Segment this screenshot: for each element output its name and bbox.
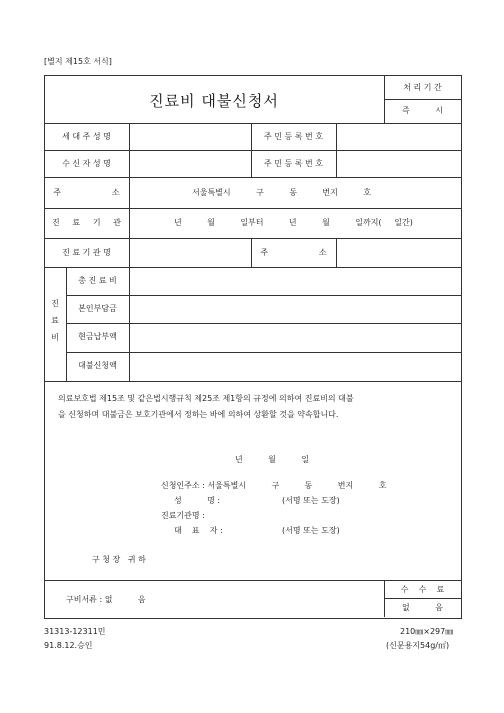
name-sign-note: (서명 또는 도장) <box>282 496 340 505</box>
form-title: 진료비 대불신청서 <box>149 92 279 110</box>
fee-group-label-1: 진 <box>51 299 59 308</box>
required-documents: 구비서류 : 없 음 <box>66 595 146 604</box>
representative-sign-note: (서명 또는 도장) <box>282 526 340 535</box>
name-label: 성 명 : <box>174 496 221 505</box>
household-head-field[interactable] <box>131 126 249 148</box>
resident-no-label-2: 주 민 등 록 번 호 <box>263 159 324 168</box>
address-value[interactable]: 서울특별시 구 동 번지 호 <box>192 188 371 197</box>
treatment-period-value[interactable]: 년 월 일부터 년 월 일까지( 일간) <box>174 218 413 227</box>
treatment-period-label: 진 료 기 관 <box>51 218 122 227</box>
institution-address-field[interactable] <box>338 241 458 265</box>
paper-size: 210㎜×297㎜ <box>400 627 454 636</box>
approval-date: 91.8.12.승인 <box>44 641 93 650</box>
address-label: 주 소 <box>53 188 120 197</box>
fee-label: 수 수 료 <box>400 585 445 594</box>
form-code: 31313-12311민 <box>44 627 106 636</box>
processing-period-value: 즉 시 <box>402 106 443 115</box>
processing-period-label: 처 리 기 간 <box>403 83 442 92</box>
institution-name-field[interactable] <box>131 241 249 265</box>
recipient-field[interactable] <box>131 153 249 175</box>
copay-label: 본인부담금 <box>78 304 117 313</box>
fee-group-label-2: 료 <box>51 316 59 325</box>
cash-paid-field[interactable] <box>131 326 458 350</box>
representative-label: 대 표 자 : <box>174 526 223 535</box>
applicant-address[interactable]: 신청인주소 : 서울특별시 구 동 번지 호 <box>161 481 387 490</box>
statement-line-2: 을 신청하며 대불금은 보호기관에서 정하는 바에 의하여 상환할 것을 약속합니다. <box>58 410 339 419</box>
household-head-label: 세 대 주 성 명 <box>62 132 111 141</box>
statement-line-1: 의료보호법 제15조 및 같은법시행규칙 제25조 제1항의 규정에 의하여 진료비의 대불 <box>58 394 354 403</box>
form-number: [별지 제15호 서식] <box>44 57 112 66</box>
institution-address-label: 주 소 <box>260 248 327 257</box>
total-fee-field[interactable] <box>131 270 458 293</box>
fee-value: 없 음 <box>402 603 443 612</box>
copay-field[interactable] <box>131 298 458 321</box>
total-fee-label: 총 진 료 비 <box>78 276 117 285</box>
institution-name-sign-label: 진료기관명 : <box>161 511 205 520</box>
institution-name-label: 진 료 기 관 명 <box>62 248 111 257</box>
resident-no-label-1: 주 민 등 록 번 호 <box>263 132 324 141</box>
cash-paid-label: 현금납부액 <box>78 332 117 341</box>
advance-request-field[interactable] <box>131 355 458 379</box>
recipient-label: 수 신 자 성 명 <box>62 159 111 168</box>
fee-group-label-3: 비 <box>51 333 59 342</box>
resident-no-field-1[interactable] <box>338 126 458 148</box>
paper-type: (신문용지54g/㎡) <box>386 641 450 650</box>
advance-request-label: 대불신청액 <box>78 361 117 370</box>
addressee: 구 청 장 귀 하 <box>92 555 146 564</box>
resident-no-field-2[interactable] <box>338 153 458 175</box>
application-date[interactable]: 년 월 일 <box>235 455 310 464</box>
